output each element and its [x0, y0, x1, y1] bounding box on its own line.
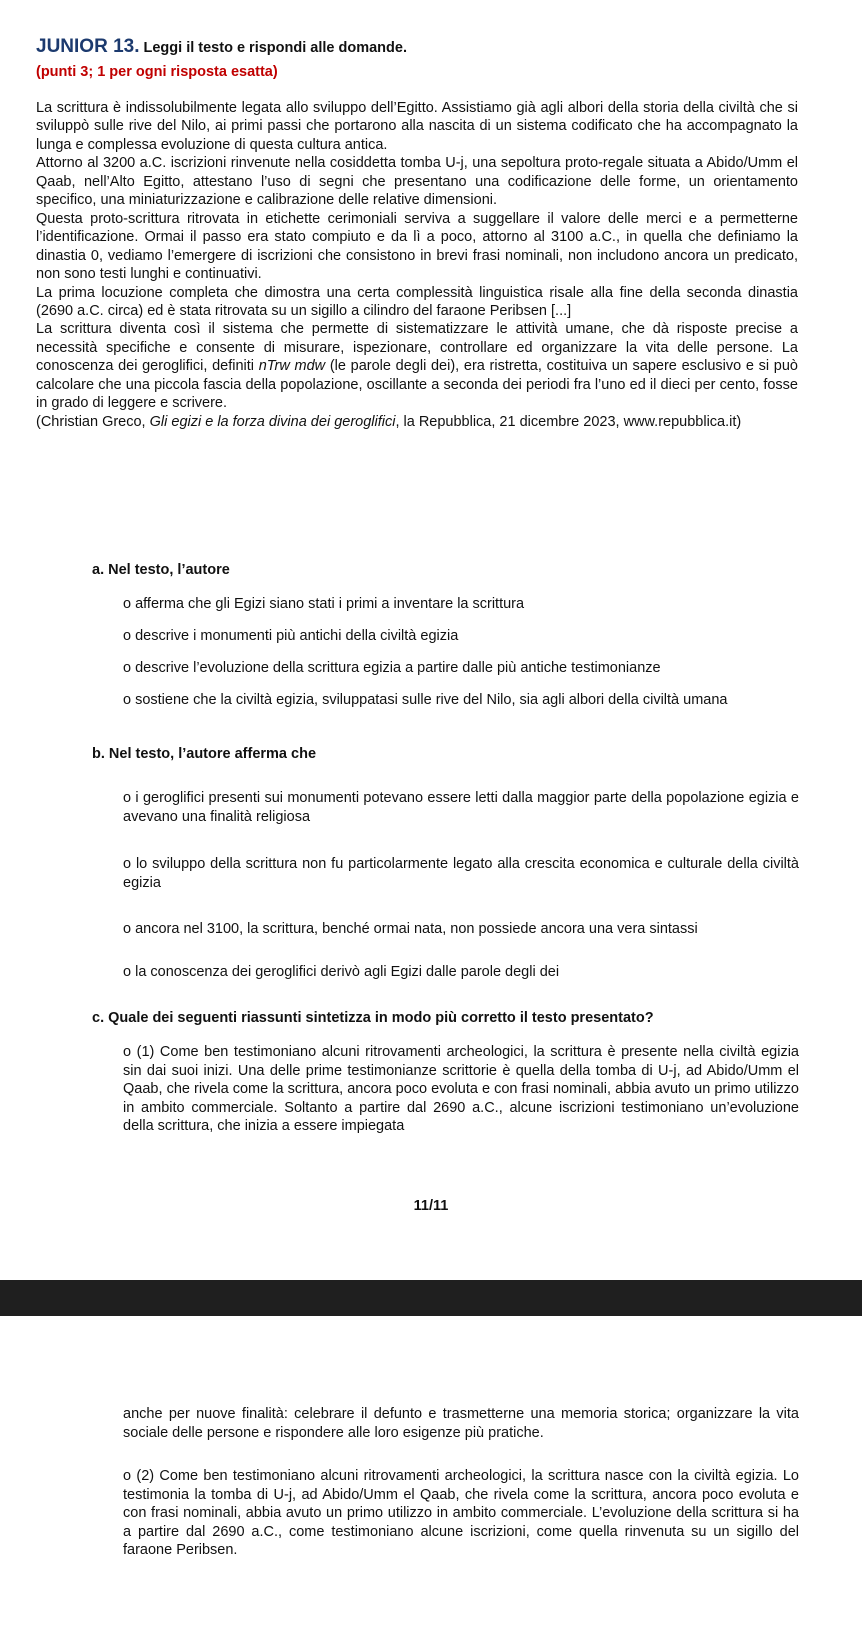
page-separator [0, 1280, 862, 1316]
exercise-instruction: Leggi il testo e rispondi alle domande. [139, 40, 407, 56]
question-a-option-2[interactable]: o descrive i monumenti più antichi della civiltà egizia [123, 628, 459, 644]
page-number: 11/11 [413, 1198, 449, 1214]
passage-source [36, 413, 798, 431]
points-note: (punti 3; 1 per ogni risposta esatta) [36, 64, 278, 80]
question-b-option-3[interactable]: o ancora nel 3100, la scrittura, benché ormai nata, non possiede ancora una vera sintassi [123, 921, 698, 937]
question-a-option-4[interactable]: o sostiene che la civiltà egizia, sviluppatasi sulle rive del Nilo, sia agli albori della civiltà umana [123, 692, 728, 708]
question-b-option-2[interactable]: o lo sviluppo della scrittura non fu particolarmente legato alla crescita economica e culturale della civiltà egizia [123, 856, 799, 891]
passage-paragraph-3: Questa proto-scrittura ritrovata in etichette cerimoniali serviva a suggellare il valore delle merci e a permetterne l’identificazione. Ormai il passo era stato compiuto e da lì a poco, attorno al 3100 a.C., in quella che definiamo la dinastia 0, vediamo l’emergere di iscrizioni che consistono in brevi frasi nominali, non includono ancora un predicato, non sono testi lunghi e continuativi. [36, 210, 798, 283]
question-a-heading: a. Nel testo, l’autore [92, 562, 230, 578]
question-a-option-3[interactable]: o descrive l’evoluzione della scrittura egizia a partire dalle più antiche testimonianze [123, 660, 661, 676]
source-author: (Christian Greco, [36, 413, 150, 430]
question-c-option-1-part-1[interactable]: o (1) Come ben testimoniano alcuni ritrovamenti archeologici, la scrittura è presente nella civiltà egizia sin dai suoi inizi. Una delle prime testimonianze scrittorie è quella della tomba di U-j, ad Abido/Umm el Qaab, che rivela come la scrittura, ancora poco evoluta e con frasi nominali, abbia avuto un primo utilizzo in ambito commerciale. Soltanto a partire dal 2690 a.C., alcune iscrizioni testimoniano un’evoluzione della scrittura, che inizia a essere impiegata [123, 1044, 799, 1135]
question-b-heading: b. Nel testo, l’autore afferma che [92, 746, 317, 762]
source-title: Gli egizi e la forza divina dei geroglifici [149, 413, 396, 430]
question-c-option-1-part-2[interactable]: anche per nuove finalità: celebrare il defunto e trasmetterne una memoria storica; organizzare la vita sociale delle persone e rispondere alle loro esigenze più pratiche. [123, 1406, 799, 1441]
source-publication: , la Repubblica, 21 dicembre 2023, www.repubblica.it) [395, 413, 742, 430]
reading-passage [36, 99, 798, 431]
question-c-heading: c. Quale dei seguenti riassunti sintetizza in modo più corretto il testo presentato? [92, 1010, 654, 1026]
passage-paragraph-1: La scrittura è indissolubilmente legata allo sviluppo dell’Egitto. Assistiamo già agli albori della storia della civiltà che si sviluppò sulle rive del Nilo, ai primi passi che portarono alla nascita di un sistema codificato che ha accompagnato la lunga e complessa evoluzione di questa cultura antica. [36, 100, 798, 153]
p5-text-b: (le parole degli dei), era ristretta, costituiva un sapere esclusivo e si può calcolare che una piccola fascia della popolazione, oscillante a seconda dei periodi fra l’uno ed il dieci per cento, fosse in grado di leggere e scrivere. [36, 358, 799, 412]
question-c-option-2[interactable]: o (2) Come ben testimoniano alcuni ritrovamenti archeologici, la scrittura nasce con la civiltà egizia. Lo testimonia la tomba di U-j, ad Abido/Umm el Qaab, che rivela come la scrittura, ancora poco evoluta e con frasi nominali, abbia avuto un primo utilizzo in ambito commerciale. L’evoluzione della scrittura si ha a partire dal 2690 a.C., come testimoniano alcune iscrizioni, come quella rinvenuta su un sigillo del faraone Peribsen. [123, 1468, 799, 1559]
passage-paragraph-5 [36, 320, 798, 412]
passage-paragraph-4: La prima locuzione completa che dimostra una certa complessità linguistica risale alla fine della seconda dinastia (2690 a.C. circa) ed è stata ritrovata su un sigillo a cilindro del faraone Peribsen [...] [36, 284, 798, 319]
p5-italic-term: nTrw mdw [258, 358, 326, 375]
document-page-2 [0, 1316, 862, 1630]
p5-text-a: La scrittura diventa così il sistema che permette di sistematizzare le attività umane, che dà risposte precise a necessità specifiche e consente di misurare, ispezionare, controllare ed organizzare la vita delle persone. La conoscenza dei geroglifici, definiti [36, 321, 798, 375]
question-a-option-1[interactable]: o afferma che gli Egizi siano stati i primi a inventare la scrittura [123, 596, 525, 612]
question-b-option-1[interactable]: o i geroglifici presenti sui monumenti potevano essere letti dalla maggior parte della popolazione egizia e avevano una finalità religiosa [123, 790, 799, 825]
passage-paragraph-2: Attorno al 3200 a.C. iscrizioni rinvenute nella cosiddetta tomba U-j, una sepoltura proto-regale situata a Abido/Umm el Qaab, nell’Alto Egitto, attestano l’uso di segni che presentano una codificazione delle forme, un orientamento specifico, una miniaturizzazione e calibrazione delle relative dimensioni. [36, 155, 798, 209]
exercise-label: JUNIOR 13. [36, 36, 140, 57]
question-b-option-4[interactable]: o la conoscenza dei geroglifici derivò agli Egizi dalle parole degli dei [123, 964, 560, 980]
exercise-title [36, 36, 407, 58]
